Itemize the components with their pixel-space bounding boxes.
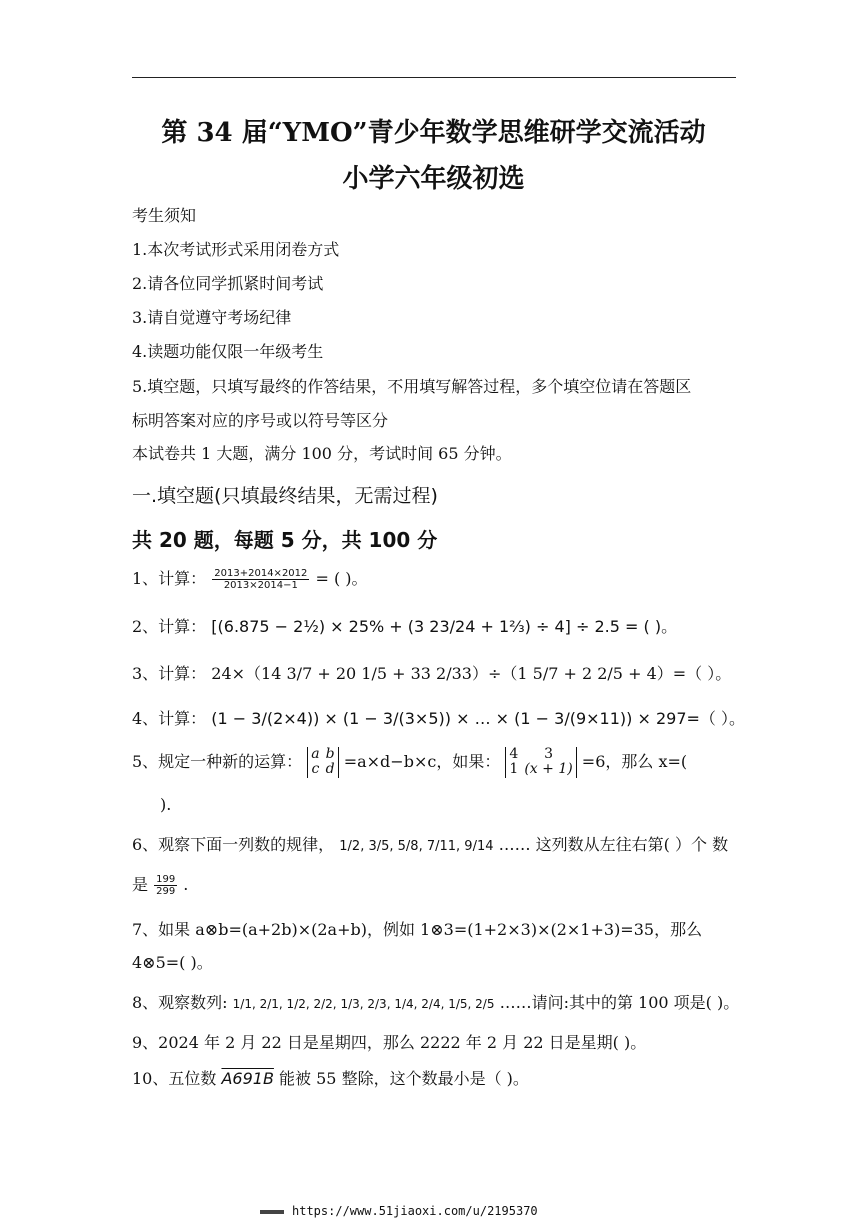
- question-5-mid: =a×d−b×c，如果：: [343, 751, 501, 771]
- footer-url: [260, 1204, 538, 1218]
- question-5-suffix: =6，那么 x=(: [581, 751, 688, 771]
- question-1-denominator: 2013×2014−1: [223, 580, 298, 591]
- question-6-line2-prefix: 是: [132, 875, 149, 894]
- section-subtitle: 共 20 题，每题 5 分，共 100 分: [132, 528, 438, 552]
- question-8: [132, 990, 739, 1013]
- determinant-given: 4 3 1 (x + 1): [505, 747, 576, 778]
- question-6-line2-suffix: .: [183, 875, 189, 894]
- question-4-prefix: 4、计算：: [132, 709, 207, 728]
- question-6-target-denominator: 299: [156, 886, 176, 897]
- question-2-prefix: 2、计算：: [132, 617, 207, 636]
- question-7: 7、如果 a⊗b=(a+2b)×(2a+b)，例如 1⊗3=(1+2×3)×(2×1+3)=35，那么: [132, 920, 703, 939]
- question-7-line-2: 4⊗5=( )。: [132, 953, 213, 972]
- header-rule: [132, 77, 736, 78]
- question-5: [132, 747, 687, 778]
- footer-logo-icon: [260, 1210, 284, 1214]
- question-1-suffix: = ( )。: [315, 569, 368, 588]
- question-8-sequence: 1/1, 2/1, 1/2, 2/2, 1/3, 2/3, 1/4, 2/4, 1/5, 2/5: [232, 997, 495, 1011]
- question-3-prefix: 3、计算：: [132, 664, 207, 683]
- question-1-fraction: [212, 568, 309, 592]
- question-2-expression: [(6.875 − 2½) × 25% + (3 23/24 + 1⅔) ÷ 4] ÷ 2.5 = ( )。: [211, 617, 678, 636]
- title-line-2: 小学六年级初选: [342, 164, 525, 194]
- notice-heading: 考生须知: [132, 206, 197, 225]
- notice-1: 1.本次考试形式采用闭卷方式: [132, 240, 340, 259]
- question-8-suffix: ……请问:其中的第 100 项是( )。: [499, 993, 740, 1012]
- question-3-expression: 24×（14 3/7 + 20 1/5 + 33 2/33）÷（1 5/7 + 2 2/5 + 4）=（ ）。: [211, 664, 732, 683]
- exam-info: 本试卷共 1 大题，满分 100 分，考试时间 65 分钟。: [132, 444, 512, 463]
- question-6-sequence: 1/2, 3/5, 5/8, 7/11, 9/14: [339, 839, 494, 854]
- question-6-line-2: [132, 872, 188, 898]
- question-9: 9、2024 年 2 月 22 日是星期四，那么 2222 年 2 月 22 日是星期( )。: [132, 1033, 647, 1052]
- question-10: [132, 1066, 529, 1089]
- notice-3: 3.请自觉遵守考场纪律: [132, 308, 292, 327]
- question-4-expression: (1 − 3/(2×4)) × (1 − 3/(3×5)) × … × (1 − 3/(9×11)) × 297=（ ）。: [211, 709, 745, 728]
- question-6: [132, 832, 728, 855]
- question-5-end: ).: [160, 795, 172, 814]
- question-6-mid: …… 这列数从左往右第( ）个 数: [498, 835, 729, 854]
- question-6-target-fraction: [154, 874, 177, 898]
- notice-4: 4.读题功能仅限一年级考生: [132, 342, 324, 361]
- question-1: [132, 566, 368, 592]
- question-1-prefix: 1、计算：: [132, 569, 207, 588]
- notice-2: 2.请各位同学抓紧时间考试: [132, 274, 324, 293]
- question-4: [132, 706, 745, 729]
- section-title: 一.填空题(只填最终结果，无需过程): [132, 485, 438, 507]
- question-10-number: A691B: [221, 1069, 274, 1088]
- question-5-prefix: 5、规定一种新的运算：: [132, 751, 303, 771]
- question-1-numerator: 2013+2014×2012: [214, 567, 308, 579]
- question-8-prefix: 8、观察数列:: [132, 993, 228, 1012]
- notice-5-cont: 标明答案对应的序号或以符号等区分: [132, 411, 389, 430]
- question-10-prefix: 10、五位数: [132, 1069, 217, 1088]
- determinant-definition: a b c d: [307, 747, 338, 778]
- question-6-prefix: 6、观察下面一列数的规律，: [132, 835, 335, 854]
- footer-url-text: https://www.51jiaoxi.com/u/2195370: [292, 1204, 538, 1218]
- question-6-target-numerator: 199: [156, 873, 176, 885]
- question-2: [132, 614, 677, 637]
- question-3: [132, 661, 731, 684]
- title-line-1: 第 34 届“YMO”青少年数学思维研学交流活动: [161, 118, 706, 148]
- notice-5: 5.填空题，只填写最终的作答结果，不用填写解答过程，多个填空位请在答题区: [132, 377, 692, 396]
- question-10-suffix: 能被 55 整除，这个数最小是（ )。: [279, 1069, 529, 1088]
